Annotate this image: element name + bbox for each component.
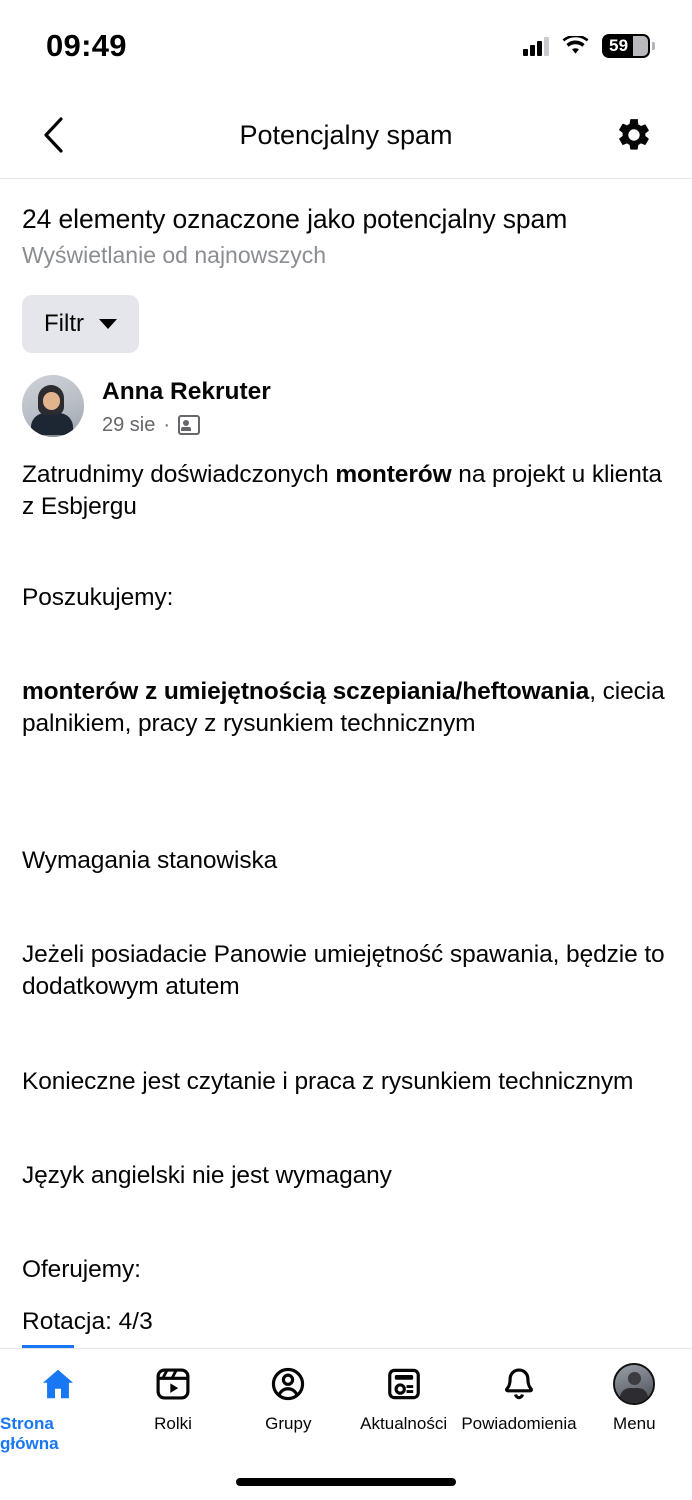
post-body — [22, 459, 670, 1381]
post-paragraph-5: Jeżeli posiadacie Panowie umiejętność spawania, będzie to dodatkowym atutem — [22, 941, 665, 1001]
tab-reels-label: Rolki — [154, 1414, 192, 1433]
tab-notifications-label: Powiadomienia — [461, 1414, 577, 1433]
post-date: 29 sie — [102, 413, 156, 436]
filter-button[interactable] — [22, 295, 139, 353]
post-separator: · — [163, 413, 171, 436]
tab-home-label: Strona główna — [0, 1414, 59, 1453]
post-paragraph-6: Konieczne jest czytanie i praca z rysunkiem technicznym — [22, 1067, 634, 1095]
nav-bar — [0, 92, 692, 178]
tab-menu-label: Menu — [613, 1414, 656, 1433]
spam-summary-block — [0, 179, 692, 269]
settings-button[interactable] — [612, 113, 656, 157]
filter-row — [0, 269, 692, 353]
post-text-bold: monterów — [335, 461, 452, 489]
author-avatar[interactable] — [22, 375, 84, 437]
tab-notifications[interactable] — [461, 1363, 576, 1434]
spam-count-title: 24 elementy oznaczone jako potencjalny spam — [22, 204, 568, 234]
post-paragraph-4: Wymagania stanowiska — [22, 846, 278, 874]
groups-icon — [269, 1363, 307, 1405]
tab-reels[interactable] — [115, 1363, 230, 1434]
post-paragraph-7: Język angielski nie jest wymagany — [22, 1162, 392, 1190]
post-cut-off-text: Rotacja: 4/3 — [22, 1312, 153, 1335]
bottom-tab-bar — [0, 1348, 692, 1500]
post-author-name[interactable]: Anna Rekruter — [102, 378, 271, 406]
post-paragraph-3 — [22, 676, 670, 741]
post-text-plain: , ciecia palnikiem, pracy z rysunkiem technicznym — [22, 678, 665, 738]
post-paragraph-1 — [22, 459, 670, 524]
home-indicator — [236, 1478, 456, 1486]
post-header — [22, 375, 670, 437]
battery-level: 59 — [609, 36, 629, 55]
home-icon — [38, 1363, 78, 1405]
reels-icon — [154, 1363, 192, 1405]
page-title: Potencjalny spam — [239, 119, 453, 150]
battery-icon — [602, 34, 650, 58]
audience-contacts-icon — [178, 415, 200, 435]
tab-news-label: Aktualności — [360, 1414, 448, 1433]
post-text-bold: monterów z umiejętnością sczepiania/heftowania — [22, 678, 590, 706]
status-bar — [0, 0, 692, 92]
filter-label: Filtr — [44, 310, 84, 338]
back-button[interactable] — [28, 110, 78, 160]
news-icon — [385, 1363, 423, 1405]
chevron-down-icon — [99, 319, 117, 329]
post-subline — [102, 414, 271, 437]
tab-home[interactable] — [0, 1363, 115, 1454]
post-meta — [102, 375, 271, 436]
profile-avatar-icon — [613, 1363, 655, 1405]
back-chevron-icon — [42, 117, 64, 153]
tab-menu[interactable] — [577, 1363, 692, 1434]
post-text-plain: na projekt u klienta z Esbjergu — [22, 461, 662, 521]
post-paragraph-2: Poszukujemy: — [22, 583, 174, 611]
status-indicators — [523, 34, 650, 58]
tab-news[interactable] — [346, 1363, 461, 1434]
post-text-plain: Zatrudnimy doświadczonych — [22, 461, 336, 489]
tab-groups-label: Grupy — [265, 1414, 312, 1433]
status-time: 09:49 — [46, 28, 127, 63]
post-paragraph-8: Oferujemy: — [22, 1256, 141, 1284]
sort-order-subtitle: Wyświetlanie od najnowszych — [22, 242, 327, 269]
post-cut-off-line — [0, 1312, 692, 1348]
wifi-icon — [562, 36, 589, 56]
gear-icon — [615, 116, 653, 154]
post-item[interactable] — [0, 353, 692, 1381]
cellular-signal-icon — [523, 36, 549, 56]
tab-groups[interactable] — [231, 1363, 346, 1434]
bell-icon — [500, 1363, 538, 1405]
